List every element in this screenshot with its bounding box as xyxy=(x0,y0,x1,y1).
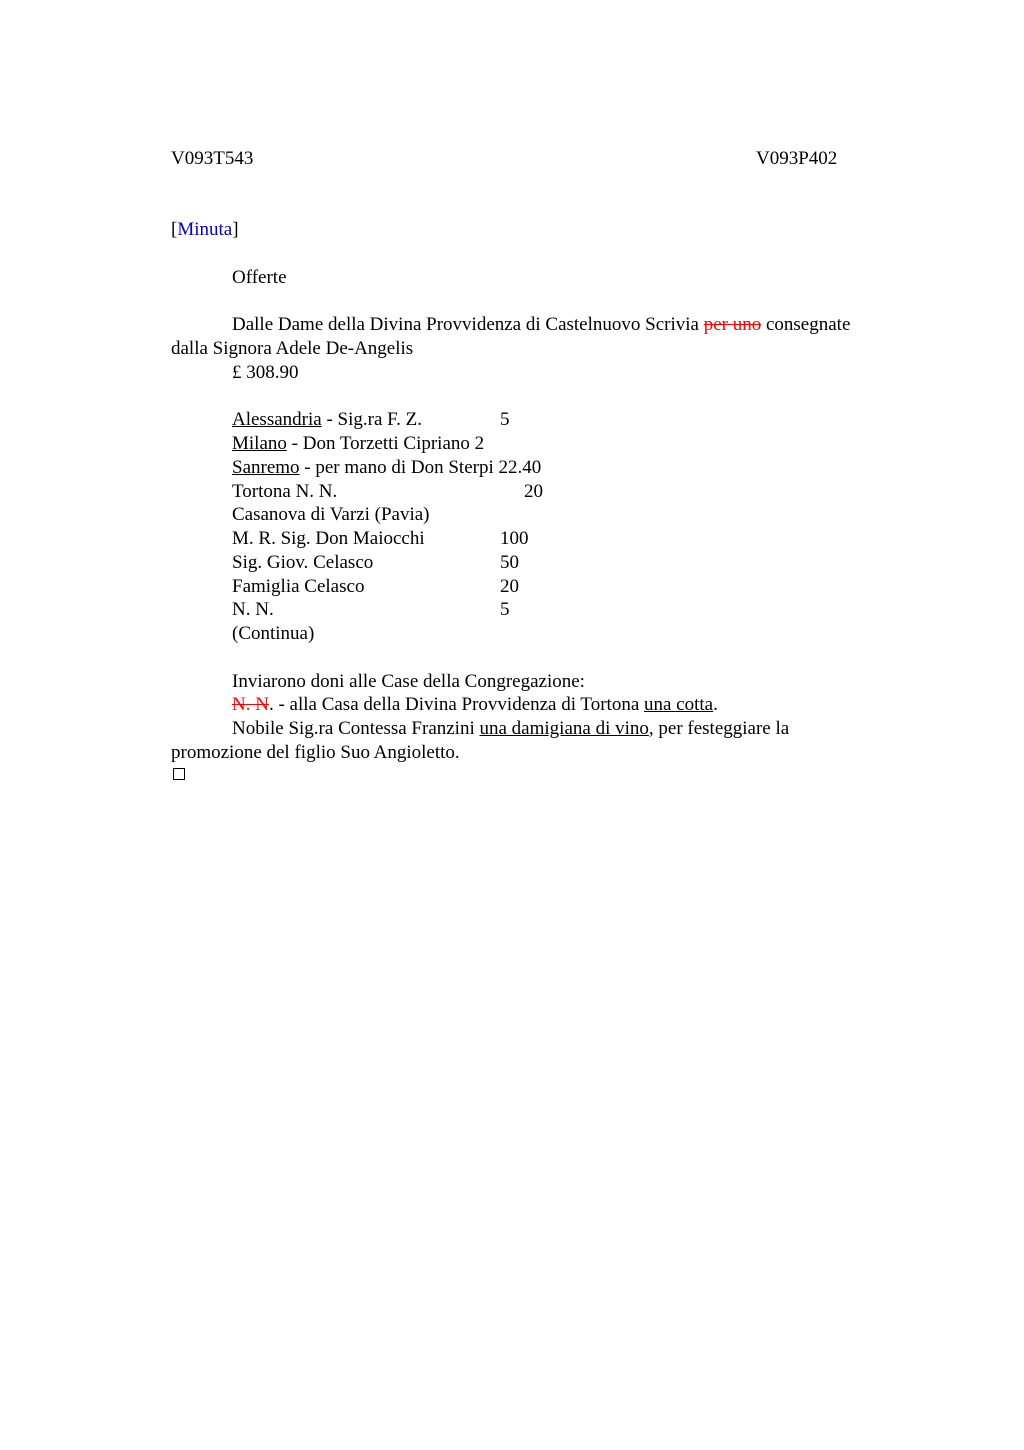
donor-text: (Continua) xyxy=(232,623,315,644)
gift-line-3: promozione del figlio Suo Angioletto. xyxy=(171,742,460,763)
donor-text: - per mano di Don Sterpi 22.40 xyxy=(299,457,542,478)
intro-text-before: Dalle Dame della Divina Provvidenza di Castelnuovo Scrivia xyxy=(232,314,699,335)
deleted-text: per uno xyxy=(703,314,762,335)
offering-amount: 20 xyxy=(500,576,519,597)
minuta-label: Minuta xyxy=(177,219,233,240)
intro-amount: £ 308.90 xyxy=(232,362,299,383)
gift-end: . xyxy=(713,694,718,715)
document-code-right: V093P402 xyxy=(756,148,838,169)
gift-line-2 xyxy=(232,717,789,741)
intro-line-2: dalla Signora Adele De-Angelis xyxy=(171,338,414,359)
donor-text: N. N. xyxy=(232,599,274,620)
end-marker-box-icon xyxy=(173,768,185,780)
place-name: Milano xyxy=(232,433,287,454)
list-item xyxy=(232,575,364,599)
gift-line-1 xyxy=(232,693,718,717)
donor-text: - Don Torzetti Cipriano 2 xyxy=(286,433,485,454)
offering-amount: 50 xyxy=(500,552,519,573)
gifts-intro: Inviarono doni alle Case della Congregazione: xyxy=(232,671,585,692)
list-item xyxy=(232,456,541,480)
offering-amount: 5 xyxy=(500,409,510,430)
place-name: Sanremo xyxy=(232,457,300,478)
donor-text: Tortona N. N. xyxy=(232,481,338,502)
list-item xyxy=(232,408,422,432)
offering-amount: 100 xyxy=(500,528,529,549)
offering-amount: 20 xyxy=(524,481,543,502)
document-code-left: V093T543 xyxy=(171,148,254,169)
gift-item: una damigiana di vino xyxy=(479,718,649,739)
list-item xyxy=(232,551,373,575)
intro-line-1 xyxy=(232,313,850,337)
deleted-text: N. N xyxy=(232,694,269,715)
section-heading: Offerte xyxy=(232,267,287,288)
list-item xyxy=(232,622,314,646)
gift-text: Nobile Sig.ra Contessa Franzini xyxy=(232,718,480,739)
minuta-tag xyxy=(171,218,239,242)
gift-end: , per festeggiare la xyxy=(648,718,790,739)
bracket-close: ] xyxy=(232,219,239,240)
gift-text: . - alla Casa della Divina Provvidenza di Tortona xyxy=(268,694,644,715)
donor-text: - Sig.ra F. Z. xyxy=(321,409,423,430)
place-name: Alessandria xyxy=(232,409,322,430)
list-item xyxy=(232,598,274,622)
donor-text: M. R. Sig. Don Maiocchi xyxy=(232,528,425,549)
list-item xyxy=(232,527,425,551)
list-item xyxy=(232,432,484,456)
intro-text-after: consegnate xyxy=(765,314,851,335)
donor-text: Sig. Giov. Celasco xyxy=(232,552,374,573)
bracket-open: [ xyxy=(171,219,178,240)
donor-text: Casanova di Varzi (Pavia) xyxy=(232,504,430,525)
list-item xyxy=(232,480,337,504)
gift-item: una cotta xyxy=(644,694,714,715)
list-item xyxy=(232,503,430,527)
offering-amount: 5 xyxy=(500,599,510,620)
donor-text: Famiglia Celasco xyxy=(232,576,365,597)
